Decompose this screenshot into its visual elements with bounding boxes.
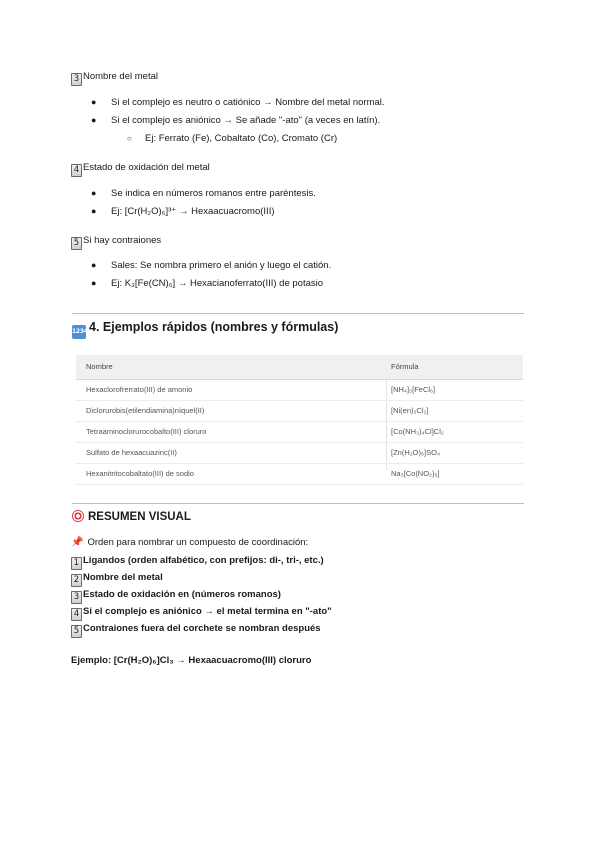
keycap-5-icon: 5 bbox=[71, 237, 82, 250]
list-item bbox=[91, 115, 380, 126]
circle-bullet-icon: ○ bbox=[127, 134, 132, 143]
step-5-title: Si hay contraiones bbox=[83, 235, 162, 246]
summary-step-text: Contraiones fuera del corchete se nombran después bbox=[83, 623, 321, 634]
bullet-icon: ● bbox=[91, 97, 97, 107]
list-item-text: Se indica en números romanos entre paréntesis. bbox=[111, 188, 316, 199]
step-3-title: Nombre del metal bbox=[83, 71, 158, 82]
table-cell: Tetraaminoclorurocobalto(III) cloruro bbox=[86, 427, 207, 436]
table-cell: [Zn(H₂O)₆]SO₄ bbox=[391, 448, 440, 457]
summary-intro bbox=[71, 537, 308, 548]
list-item-text: Si el complejo es neutro o catiónico → Nombre del metal normal. bbox=[111, 97, 385, 108]
step-5-heading bbox=[71, 235, 161, 250]
list-item-text: Ej: [Cr(H₂O)₆]³⁺ → Hexaacuacromo(III) bbox=[111, 206, 275, 217]
summary-step-text: Si el complejo es aniónico → el metal termina en "-ato" bbox=[83, 606, 332, 617]
divider bbox=[72, 503, 524, 504]
list-item bbox=[91, 206, 275, 217]
keycap-4-icon: 4 bbox=[71, 608, 82, 621]
keycap-3-icon: 3 bbox=[71, 73, 82, 86]
table-row bbox=[76, 464, 523, 485]
list-item bbox=[91, 260, 331, 271]
table-row bbox=[76, 380, 523, 401]
divider bbox=[72, 313, 524, 314]
table-cell: [Co(NH₃)₄Cl]Cl₂ bbox=[391, 427, 444, 436]
pushpin-icon: 📌 bbox=[71, 537, 84, 548]
summary-heading bbox=[72, 510, 191, 523]
summary-step bbox=[71, 589, 281, 604]
table-header bbox=[76, 355, 523, 380]
bullet-icon: ● bbox=[91, 188, 97, 198]
table-row bbox=[76, 422, 523, 443]
table-cell: [NH₄]₃[FeCl₆] bbox=[391, 385, 436, 394]
bullet-icon: ● bbox=[91, 260, 97, 270]
bullet-icon: ● bbox=[91, 115, 97, 125]
bullet-icon: ● bbox=[91, 206, 97, 216]
list-item bbox=[91, 188, 316, 199]
keycap-2-icon: 2 bbox=[71, 574, 82, 587]
table-cell: Diclorurobis(etilendiamina)níquel(II) bbox=[86, 406, 205, 415]
step-4-title: Estado de oxidación del metal bbox=[83, 162, 210, 173]
examples-table bbox=[76, 355, 523, 478]
list-item-text: Sales: Se nombra primero el anión y luego el catión. bbox=[111, 260, 332, 271]
summary-intro-text: Orden para nombrar un compuesto de coordinación: bbox=[87, 537, 309, 548]
table-cell: [Ni(en)₂Cl₂] bbox=[391, 406, 429, 415]
keycap-3-icon: 3 bbox=[71, 591, 82, 604]
step-4-heading bbox=[71, 162, 210, 177]
keycap-5-icon: 5 bbox=[71, 625, 82, 638]
summary-step bbox=[71, 572, 163, 587]
summary-step bbox=[71, 606, 332, 621]
step-3-heading bbox=[71, 71, 158, 86]
sub-list-item bbox=[127, 133, 337, 144]
list-item bbox=[91, 97, 385, 108]
section-4-heading bbox=[72, 320, 338, 339]
list-item bbox=[91, 278, 323, 289]
list-item-text: Ej: K₃[Fe(CN)₆] → Hexacianoferrato(III) de potasio bbox=[111, 278, 324, 289]
table-cell: Sulfato de hexaacuazinc(II) bbox=[86, 448, 177, 457]
summary-step-text: Nombre del metal bbox=[83, 572, 163, 583]
list-item-text: Si el complejo es aniónico → Se añade "-ato" (a veces en latín). bbox=[111, 115, 381, 126]
sub-list-item-text: Ej: Ferrato (Fe), Cobaltato (Co), Cromato (Cr) bbox=[145, 133, 338, 144]
bullet-icon: ● bbox=[91, 278, 97, 288]
table-row bbox=[76, 401, 523, 422]
summary-step bbox=[71, 623, 321, 638]
section-4-title: 4. Ejemplos rápidos (nombres y fórmulas) bbox=[89, 320, 339, 334]
table-cell: Hexaclorofrerrato(III) de amonio bbox=[86, 385, 193, 394]
target-icon bbox=[72, 510, 84, 522]
summary-step-text: Estado de oxidación en (números romanos) bbox=[83, 589, 281, 600]
summary-step bbox=[71, 555, 324, 570]
header-formula: Fórmula bbox=[391, 362, 419, 371]
summary-title: RESUMEN VISUAL bbox=[88, 511, 191, 523]
keycap-4-icon: 4 bbox=[71, 164, 82, 177]
table-cell: Hexanitritocobaltato(III) de sodio bbox=[86, 469, 194, 478]
table-cell: Na₃[Co(NO₂)₆] bbox=[391, 469, 440, 478]
summary-example-text: Ejemplo: [Cr(H₂O)₆]Cl₃ → Hexaacuacromo(III) cloruro bbox=[71, 655, 312, 666]
header-nombre: Nombre bbox=[86, 362, 113, 371]
summary-step-text: Ligandos (orden alfabético, con prefijos: di-, tri-, etc.) bbox=[83, 555, 324, 566]
table-row bbox=[76, 443, 523, 464]
keycap-1-icon: 1 bbox=[71, 557, 82, 570]
input-numbers-icon: 1234 bbox=[72, 325, 86, 339]
summary-example bbox=[71, 655, 311, 666]
